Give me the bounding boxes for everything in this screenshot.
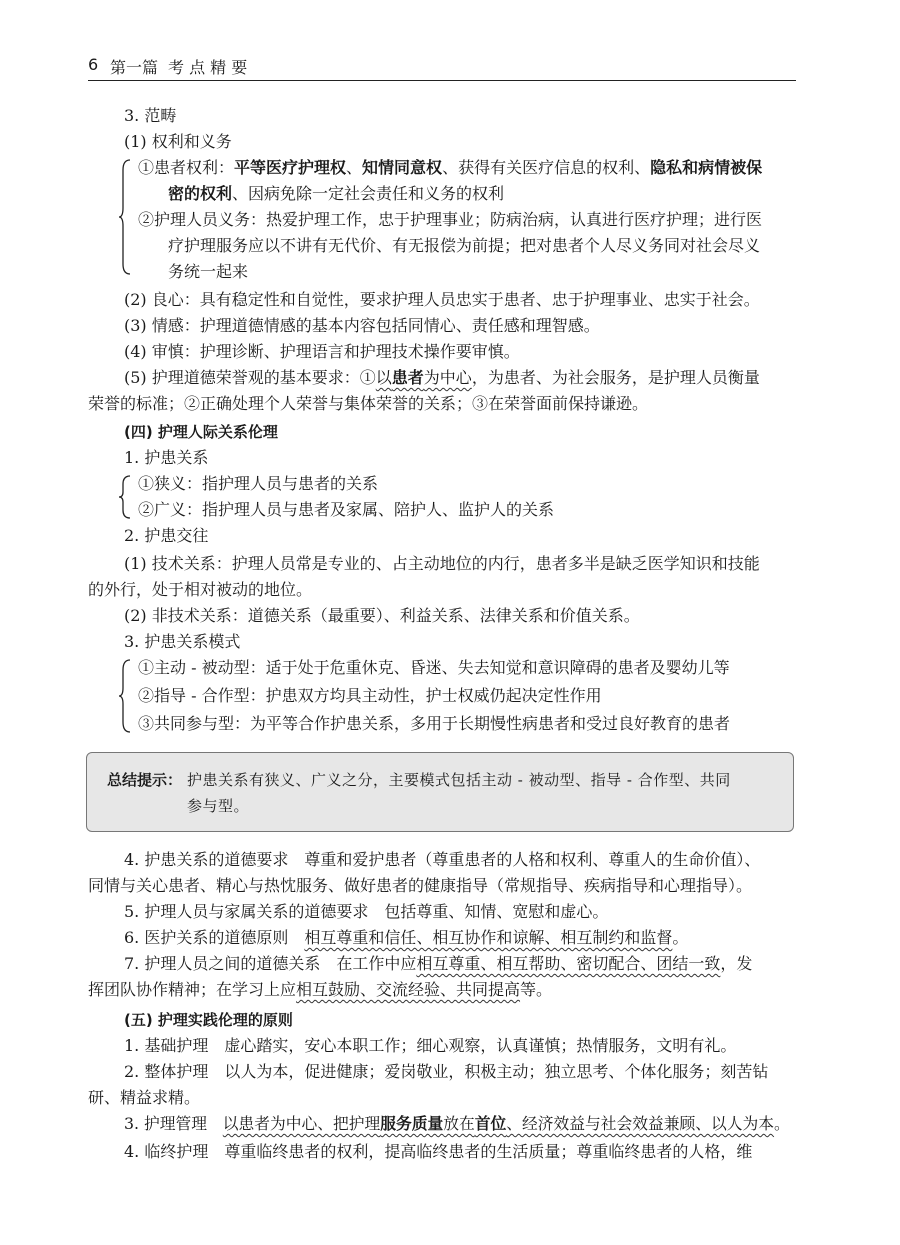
principle-hospice: 4. 临终护理 尊重临终患者的权利，提高临终患者的生活质量；尊重临终患者的人格，维 (124, 1142, 753, 1161)
part-label: 第一篇 (110, 58, 159, 77)
narrow-definition: ①狭义：指护理人员与患者的关系 (138, 474, 379, 493)
req4-line2: 同情与关心患者、精心与热忱服务、做好患者的健康指导（常规指导、疾病指导和心理指导）。 (88, 876, 753, 895)
patient-rights-line1: ①患者权利：平等医疗护理权、知情同意权、获得有关医疗信息的权利、隐私和病情被保 (138, 158, 763, 177)
honor-line1: (5) 护理道德荣誉观的基本要求：①以患者为中心，为患者、为社会服务，是护理人员衡量 (124, 368, 760, 387)
req7-line1: 7. 护理人员之间的道德关系 在工作中应相互尊重、相互帮助、密切配合、团结一致，发 (124, 954, 753, 973)
interaction-title: 2. 护患交往 (124, 526, 209, 545)
conscience-item: (2) 良心：具有稳定性和自觉性，要求护理人员忠实于患者、忠于护理事业、忠实于社会。 (124, 290, 760, 309)
principle-basic-care: 1. 基础护理 虚心踏实，安心本职工作；细心观察，认真谨慎；热情服务，文明有礼。 (124, 1036, 737, 1055)
page-number: 6 (88, 55, 99, 74)
summary-tip-line2: 参与型。 (187, 797, 250, 815)
req6: 6. 医护关系的道德原则 相互尊重和信任、相互协作和谅解、相互制约和监督。 (124, 928, 689, 947)
section-five-heading: (五) 护理实践伦理的原则 (124, 1011, 293, 1029)
model-mutual-participation: ③共同参与型：为平等合作护患关系，多用于长期慢性病患者和受过良好教育的患者 (138, 714, 731, 733)
page (88, 0, 796, 1245)
rights-duties-title: (1) 权利和义务 (124, 132, 232, 151)
req4-line1: 4. 护患关系的道德要求 尊重和爱护患者（尊重患者的人格和权利、尊重人的生命价值）、 (124, 850, 761, 869)
running-header (88, 52, 796, 81)
emotion-item: (3) 情感：护理道德情感的基本内容包括同情心、责任感和理智感。 (124, 316, 600, 335)
brace-models (118, 658, 132, 734)
brace-rights (118, 158, 132, 276)
section-four-heading: (四) 护理人际关系伦理 (124, 423, 278, 441)
summary-tip-line1: 护患关系有狭义、广义之分，主要模式包括主动 - 被动型、指导 - 合作型、共同 (187, 771, 731, 789)
principle-management: 3. 护理管理 以患者为中心、把护理服务质量放在首位、经济效益与社会效益兼顾、以人为本。 (124, 1114, 790, 1133)
model-guidance-cooperation: ②指导 - 合作型：护患双方均具主动性，护士权威仍起决定性作用 (138, 686, 602, 705)
principle-holistic-line2: 研、精益求精。 (88, 1088, 201, 1107)
tech-relation-line2: 的外行，处于相对被动的地位。 (88, 580, 313, 599)
chapter-title: 考 点 精 要 (168, 58, 248, 77)
section-title-scope: 3. 范畴 (124, 106, 177, 125)
broad-definition: ②广义：指护理人员与患者及家属、陪护人、监护人的关系 (138, 500, 555, 519)
summary-tip-box (86, 752, 794, 832)
nurse-duty-line2: 疗护理服务应以不讲有无代价、有无报偿为前提；把对患者个人尽义务同对社会尽义 (168, 236, 761, 255)
summary-tip-label: 总结提示： (107, 771, 183, 789)
model-active-passive: ①主动 - 被动型：适于处于危重休克、昏迷、失去知觉和意识障碍的患者及婴幼儿等 (138, 658, 730, 677)
principle-holistic-line1: 2. 整体护理 以人为本，促进健康；爱岗敬业，积极主动；独立思考、个体化服务；刻苦钻 (124, 1062, 769, 1081)
tech-relation-line1: (1) 技术关系：护理人员常是专业的、占主动地位的内行，患者多半是缺乏医学知识和技能 (124, 554, 760, 573)
prudence-item: (4) 审慎：护理诊断、护理语言和护理技术操作要审慎。 (124, 342, 520, 361)
patient-rights-line2: 密的权利、因病免除一定社会责任和义务的权利 (168, 184, 505, 203)
nontech-relation: (2) 非技术关系：道德关系（最重要）、利益关系、法律关系和价值关系。 (124, 606, 640, 625)
req7-line2: 挥团队协作精神；在学习上应相互鼓励、交流经验、共同提高等。 (88, 980, 553, 999)
model-title: 3. 护患关系模式 (124, 632, 241, 651)
req5: 5. 护理人员与家属关系的道德要求 包括尊重、知情、宽慰和虚心。 (124, 902, 609, 921)
nurse-duty-line3: 务统一起来 (168, 262, 249, 281)
brace-relationship (118, 474, 132, 520)
nurse-duty-line1: ②护理人员义务：热爱护理工作，忠于护理事业；防病治病，认真进行医疗护理；进行医 (138, 210, 763, 229)
nurse-patient-title: 1. 护患关系 (124, 448, 209, 467)
honor-line2: 荣誉的标准；②正确处理个人荣誉与集体荣誉的关系；③在荣誉面前保持谦逊。 (88, 394, 649, 413)
